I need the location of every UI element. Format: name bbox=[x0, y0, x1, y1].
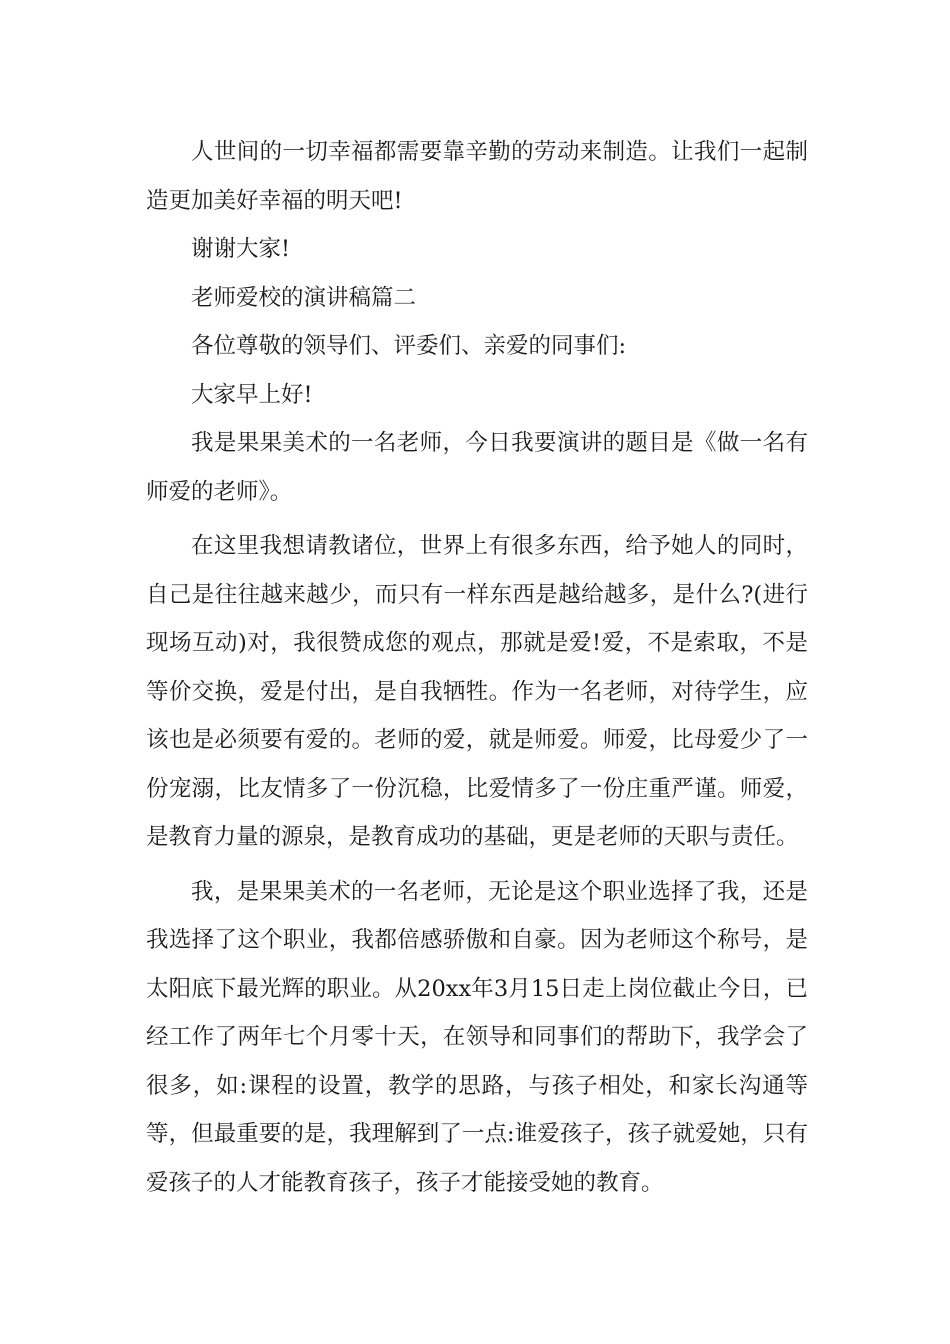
paragraph-greeting: 大家早上好! bbox=[191, 381, 313, 408]
paragraph-teacher-love: 在这里我想请教诸位，世界上有很多东西，给予她人的同时，自己是往往越来越少，而只有一样东西是越给越多，是什么?(进行现场互动)对，我很赞成您的观点，那就是爱!爱，不是索取，不是等价交换，爱是付出，是自我牺牲。作为一名老师，对待学生，应该也是必须要有爱的。老师的爱，就是师爱。师爱，比母爱少了一份宠溺，比友情多了一份沉稳，比爱情多了一份庄重严谨。师爱，是教育力量的源泉，是教育成功的基础，更是老师的天职与责任。 bbox=[146, 533, 808, 850]
paragraph-closing-wish: 人世间的一切幸福都需要靠辛勤的劳动来制造。让我们一起制造更加美好幸福的明天吧! bbox=[146, 139, 808, 214]
paragraph-career: 我，是果果美术的一名老师，无论是这个职业选择了我，还是我选择了这个职业，我都倍感骄傲和自豪。因为老师这个称号，是太阳底下最光辉的职业。从20xx年3月15日走上岗位截止今日，已经工作了两年七个月零十天，在领导和同事们的帮助下，我学会了很多，如:课程的设置，教学的思路，与孩子相处，和家长沟通等等，但最重要的是，我理解到了一点:谁爱孩子，孩子就爱她，只有爱孩子的人才能教育孩子，孩子才能接受她的教育。 bbox=[146, 878, 808, 1196]
section-title: 老师爱校的演讲稿篇二 bbox=[191, 284, 417, 311]
paragraph-salutation: 各位尊敬的领导们、评委们、亲爱的同事们: bbox=[191, 333, 627, 359]
paragraph-introduction: 我是果果美术的一名老师，今日我要演讲的题目是《做一名有师爱的老师》。 bbox=[146, 430, 808, 505]
document-body bbox=[146, 128, 808, 1207]
paragraph-thanks: 谢谢大家! bbox=[191, 236, 291, 262]
